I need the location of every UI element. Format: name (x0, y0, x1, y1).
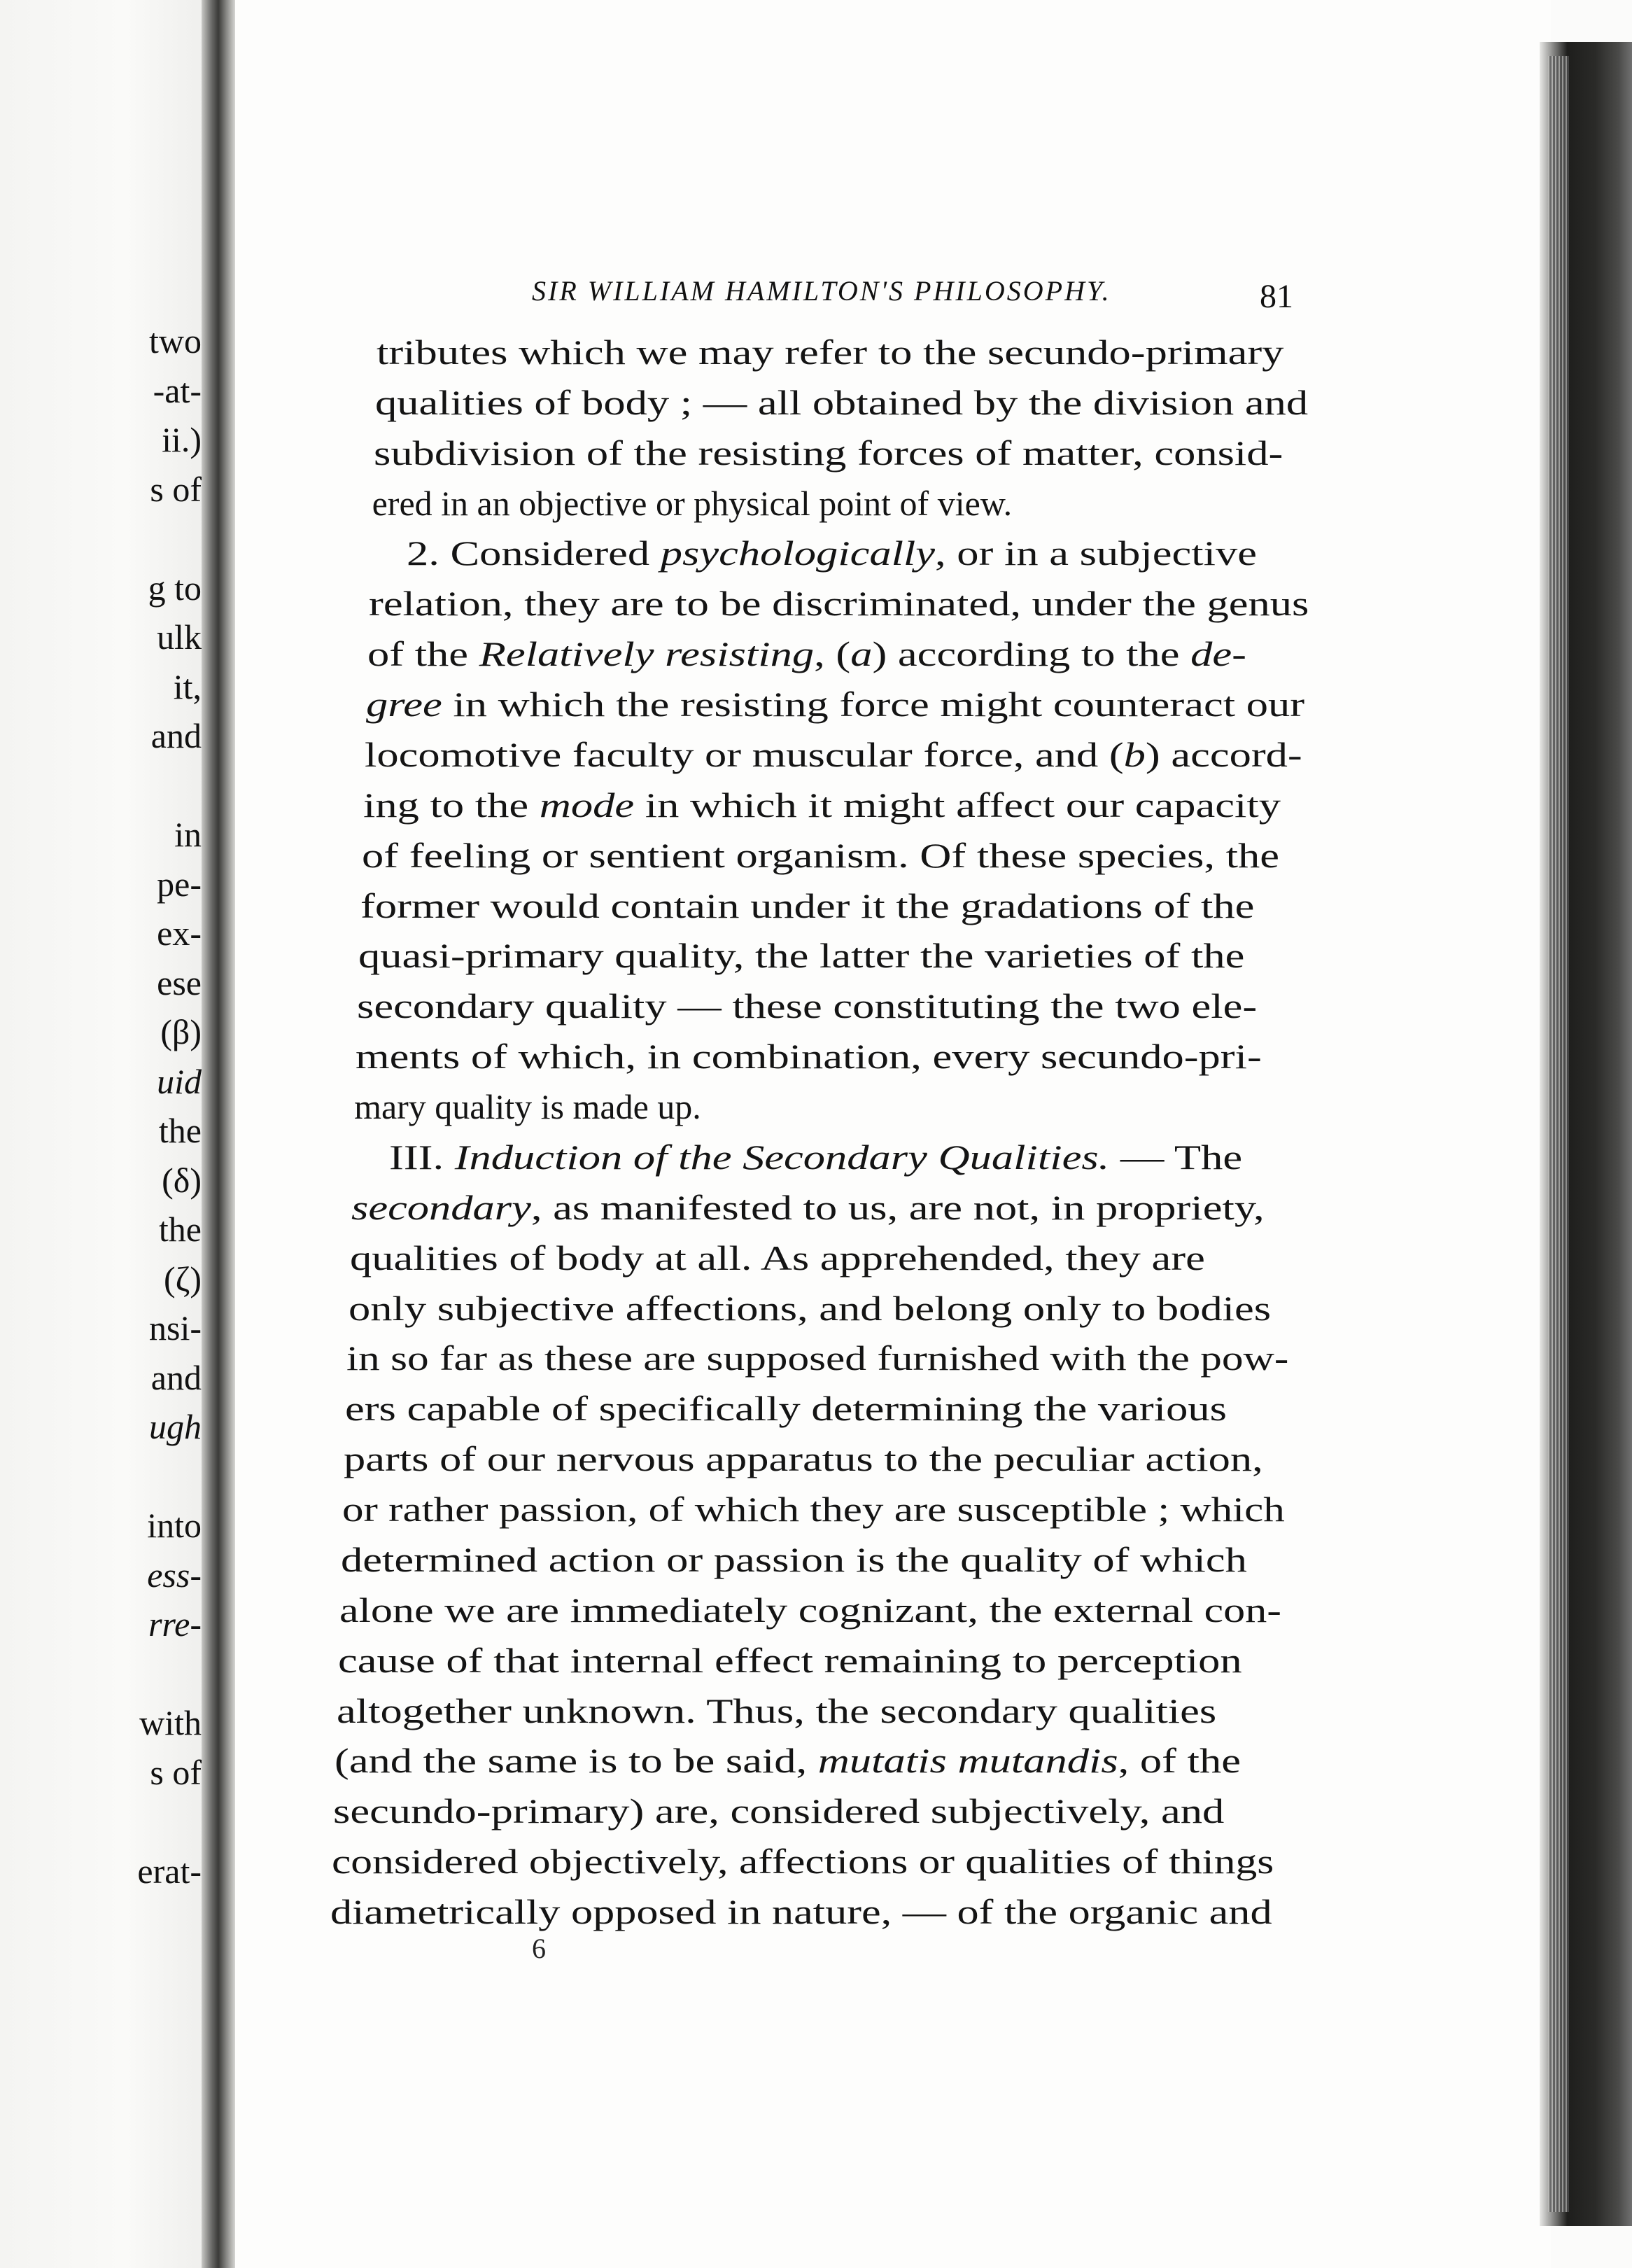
body-line: of the Relatively resisting, (a) according to the de- (367, 634, 1247, 674)
left-page-line: ii.) (162, 420, 202, 459)
left-page-line: pe- (157, 864, 202, 904)
body-line: former would contain under it the gradations of the (360, 886, 1254, 925)
left-page-line: it, (173, 666, 202, 706)
body-line: or rather passion, of which they are susceptible ; which (342, 1490, 1285, 1530)
left-page-line: (δ) (162, 1160, 202, 1200)
body-line: altogether unknown. Thus, the secondary qualities (336, 1690, 1216, 1730)
left-page-line: ulk (157, 617, 202, 657)
left-page-line: erat- (137, 1851, 202, 1891)
body-line: determined action or passion is the quality of which (340, 1539, 1247, 1579)
body-line: qualities of body at all. As apprehended, they are (349, 1238, 1205, 1278)
body-line: secondary, as manifested to us, are not, in propriety, (351, 1187, 1265, 1227)
body-line: secondary quality — these constituting the two ele- (357, 986, 1258, 1026)
left-page-line: g to (148, 568, 202, 608)
left-page-line: s of (150, 469, 202, 509)
left-page-line: in (174, 815, 202, 854)
left-page-line: two (149, 321, 202, 360)
body-line: secundo-primary) are, considered subjectively, and (333, 1791, 1225, 1831)
body-line: III. Induction of the Secondary Qualities. — The (388, 1137, 1243, 1177)
left-page-line: uid (157, 1061, 202, 1101)
body-line: only subjective affections, and belong only to bodies (348, 1288, 1271, 1328)
body-line: ing to the mode in which it might affect our capacity (363, 785, 1281, 825)
left-page-line: ese (157, 962, 202, 1002)
body-line: (and the same is to be said, mutatis mutandis, of the (335, 1741, 1241, 1781)
running-head: SIR WILLIAM HAMILTON'S PHILOSOPHY. (532, 275, 1111, 307)
body-line: parts of our nervous apparatus to the peculiar action, (344, 1439, 1263, 1479)
left-page-line: s of (150, 1752, 202, 1792)
body-line: locomotive faculty or muscular force, and (b) accord- (364, 734, 1302, 774)
body-line: in so far as these are supposed furnished with the pow- (346, 1338, 1289, 1378)
body-line: considered objectively, affections or qualities of things (332, 1842, 1274, 1882)
page-edge-lines (1548, 56, 1569, 2212)
page-number: 81 (1260, 278, 1293, 315)
body-line: tributes which we may refer to the secundo-primary (377, 332, 1284, 372)
left-page-line: ex- (157, 913, 202, 953)
left-page-line: into (147, 1506, 202, 1545)
left-page-line: and (150, 1357, 202, 1397)
body-line: subdivision of the resisting forces of matter, consid- (373, 433, 1283, 472)
signature-mark: 6 (532, 1933, 546, 1964)
body-line: cause of that internal effect remaining to perception (337, 1640, 1242, 1680)
body-line: qualities of body ; — all obtained by the division and (374, 382, 1309, 422)
body-line: of feeling or sentient organism. Of these species, the (361, 835, 1279, 875)
left-page-line: with (139, 1703, 202, 1742)
body-line: alone we are immediately cognizant, the external con- (339, 1590, 1281, 1630)
left-page-line: and (150, 716, 202, 755)
body-line: mary quality is made up. (354, 1087, 701, 1127)
left-page-line: (β) (160, 1012, 202, 1051)
body-line: diametrically opposed in nature, — of the organic and (330, 1892, 1272, 1931)
left-page-line: ess- (147, 1555, 202, 1595)
left-page-line: ugh (149, 1407, 202, 1446)
left-page-line: -at- (153, 370, 202, 410)
body-line: ered in an objective or physical point of view. (372, 483, 1013, 523)
body-line: relation, they are to be discriminated, under the genus (369, 584, 1309, 624)
body-line: gree in which the resisting force might counteract our (366, 685, 1305, 724)
body-line: ments of which, in combination, every secundo-pri- (356, 1037, 1262, 1077)
book-gutter (202, 0, 235, 2268)
left-page-line: the (158, 1111, 202, 1150)
body-line: 2. Considered psychologically, or in a subjective (407, 533, 1258, 573)
left-page-line: (ζ) (163, 1259, 202, 1298)
left-page-line: rre- (148, 1604, 202, 1644)
left-page-line: nsi- (149, 1308, 202, 1348)
left-facing-page (0, 0, 210, 2268)
body-line: ers capable of specifically determining the various (345, 1389, 1227, 1429)
body-line: quasi-primary quality, the latter the varieties of the (358, 936, 1245, 976)
left-page-line: the (158, 1210, 202, 1249)
